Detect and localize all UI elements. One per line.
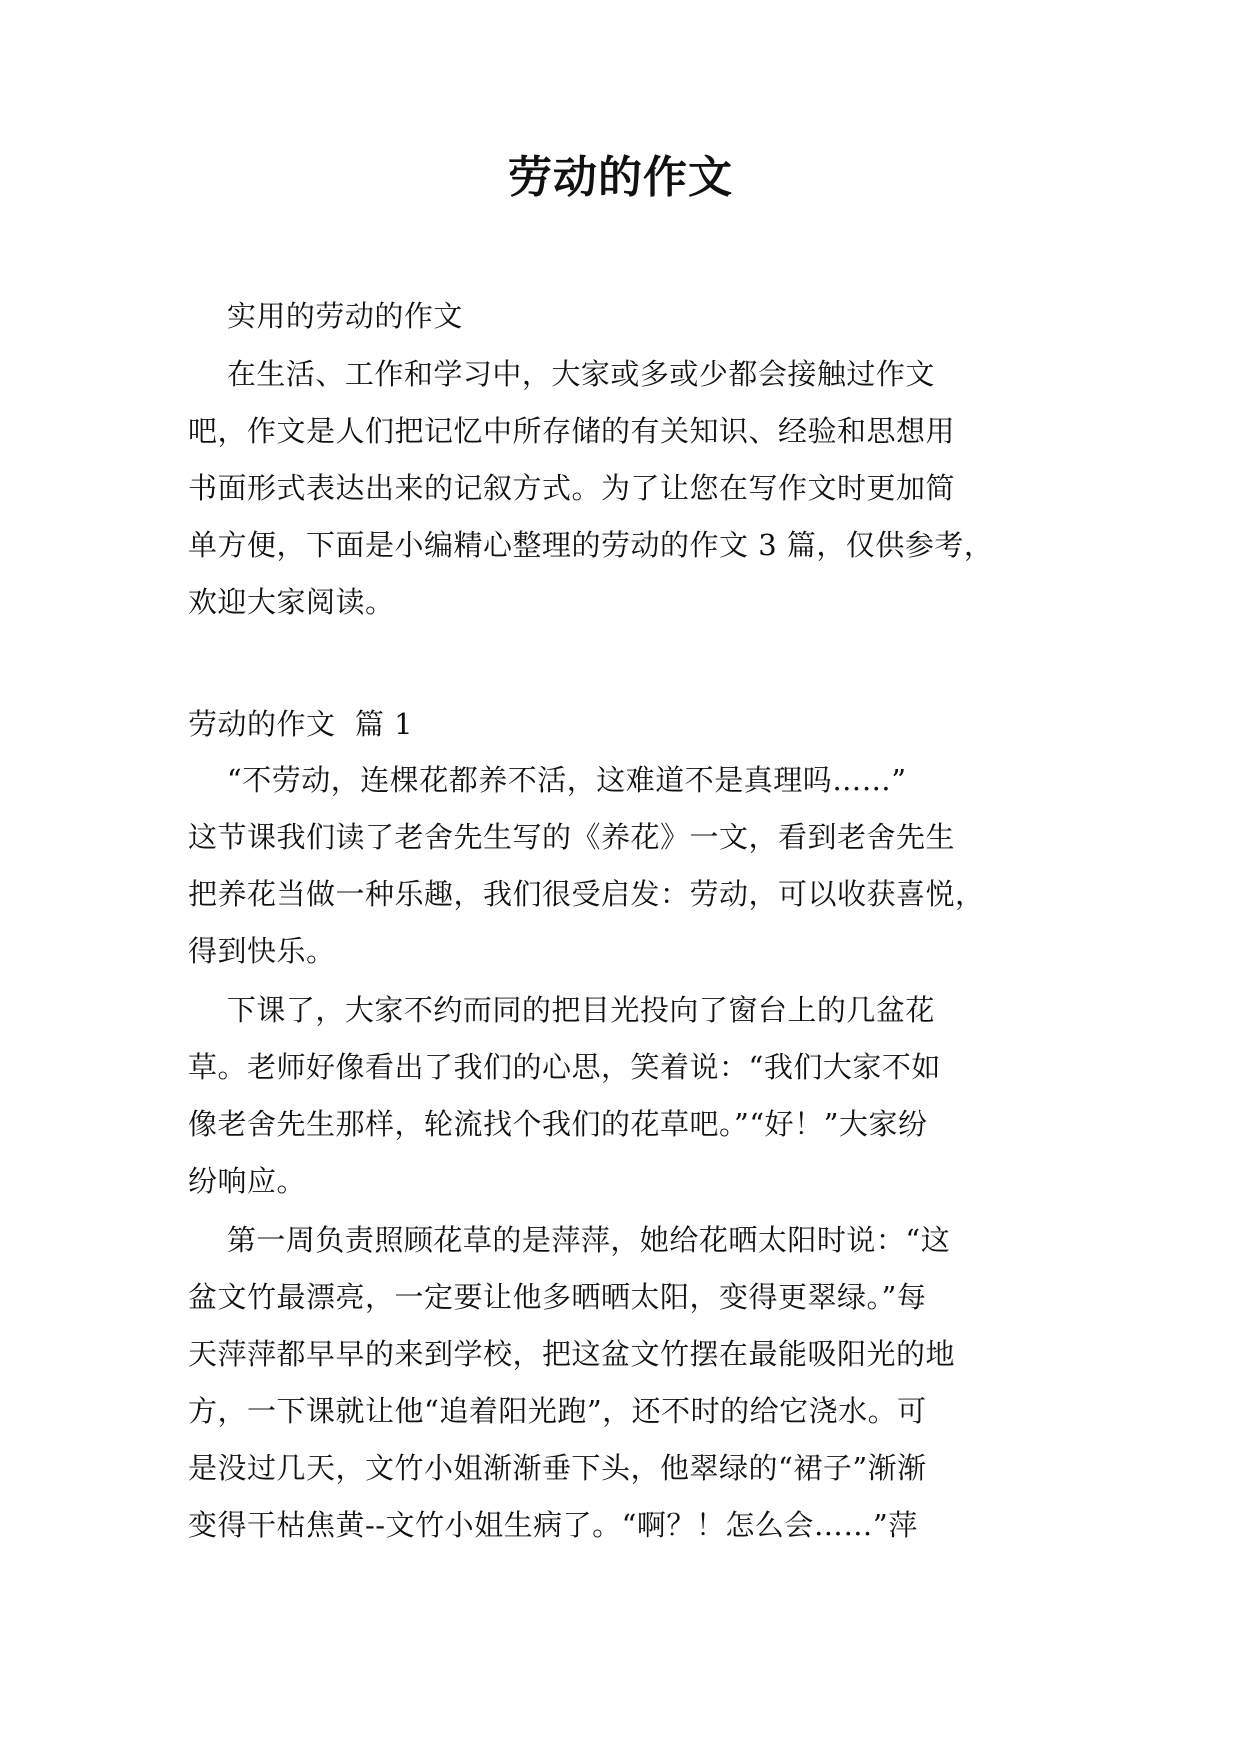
body-paragraph: 第一周负责照顾花草的是萍萍，她给花晒太阳时说：“这 盆文竹最漂亮，一定要让他多晒晒太阳，变得更翠绿。”每 天萍萍都早早的来到学校，把这盆文竹摆在最能吸阳光的地 方，一下课就让他“追着阳光跑”，还不时的给它浇水。可 是没过几天，文竹小姐渐渐垂下头，他翠绿的“裙子”渐渐 变得干枯焦黄--文竹小姐生病了。“啊？！怎么会……”萍 (188, 1223, 956, 1542)
intro-paragraph: 在生活、工作和学习中，大家或多或少都会接触过作文 吧，作文是人们把记忆中所存储的有关知识、经验和思想用 书面形式表达出来的记叙方式。为了让您在写作文时更加简 单方便，下面是小编精心整理的劳动的作文 3 篇，仅供参考， 欢迎大家阅读。 (188, 357, 994, 619)
body-paragraph: 下课了，大家不约而同的把目光投向了窗台上的几盆花 草。老师好像看出了我们的心思，笑着说：“我们大家不如 像老舍先生那样，轮流找个我们的花草吧。”“好！”大家纷 纷响应。 (188, 993, 941, 1198)
body-paragraph: “不劳动，连棵花都养不活，这难道不是真理吗……” 这节课我们读了老舍先生写的《养花》一文，看到老舍先生 把养花当做一种乐趣，我们很受启发：劳动，可以收获喜悦， 得到快乐。 (188, 763, 985, 968)
document-title: 劳动的作文 (508, 152, 733, 203)
section-heading: 劳动的作文 篇 1 (188, 707, 414, 741)
document-subtitle: 实用的劳动的作文 (188, 299, 463, 333)
